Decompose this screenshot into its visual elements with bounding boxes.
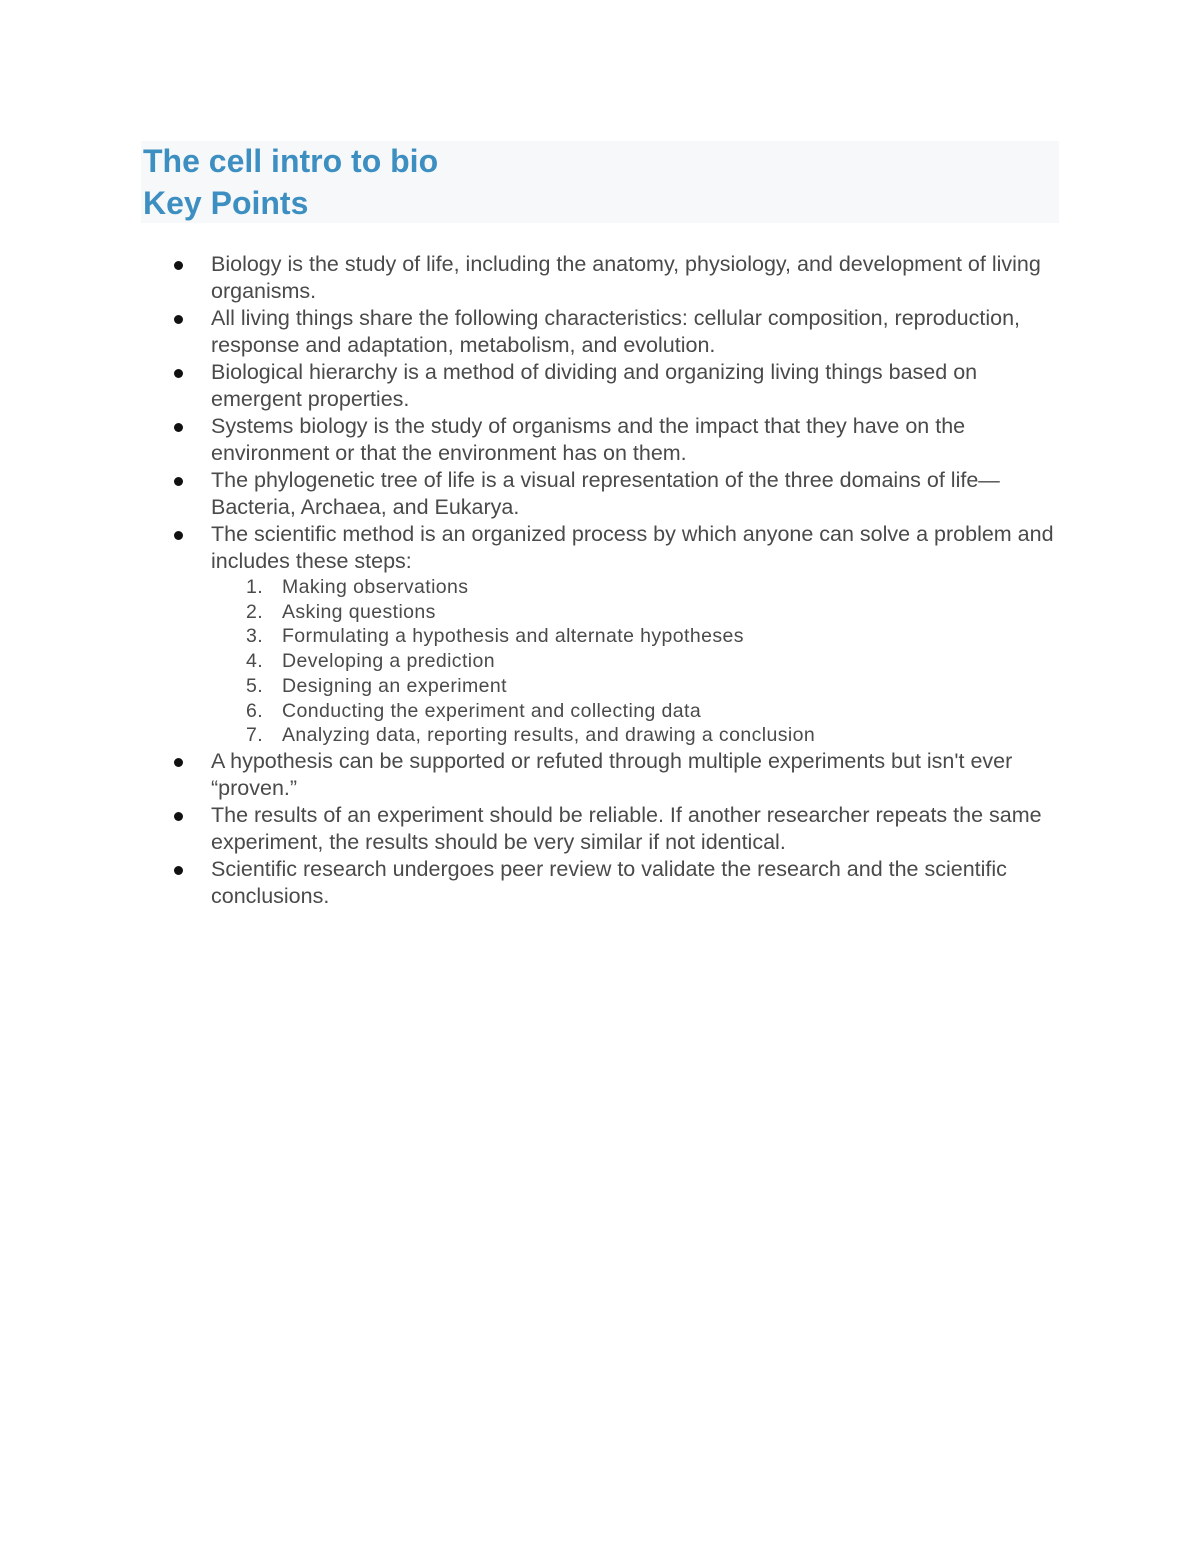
scientific-method-steps: [211, 575, 1071, 748]
list-item: [211, 521, 1071, 748]
bullet-icon: [174, 531, 183, 540]
bullet-icon: [174, 315, 183, 324]
step-number: 1.: [246, 576, 264, 598]
list-item-text: Scientific research undergoes peer review to validate the research and the scientific conclusions.: [211, 856, 1007, 908]
list-item-text: The results of an experiment should be reliable. If another researcher repeats the same experiment, the results should be very similar if not identical.: [211, 802, 1042, 854]
bullet-icon: [174, 423, 183, 432]
bullet-icon: [174, 866, 183, 875]
list-item-text: Systems biology is the study of organisms and the impact that they have on the environment or that the environment has on them.: [211, 414, 966, 465]
list-item: [211, 251, 1071, 305]
bullet-icon: [174, 369, 183, 378]
step-number: 6.: [246, 699, 264, 722]
key-points-list: [211, 251, 1071, 910]
list-item: [211, 413, 1071, 467]
list-item-text: Biological hierarchy is a method of dividing and organizing living things based on emergent properties.: [211, 360, 978, 411]
list-item: [211, 802, 1071, 856]
step-item: [211, 674, 1071, 699]
section-heading: Key Points: [143, 185, 309, 221]
step-item: [211, 575, 1071, 600]
step-item: [211, 600, 1071, 625]
step-text: Designing an experiment: [282, 674, 507, 697]
step-text: Making observations: [282, 576, 469, 598]
step-item: [211, 699, 1071, 724]
step-text: Analyzing data, reporting results, and drawing a conclusion: [282, 724, 816, 747]
step-text: Conducting the experiment and collecting data: [282, 699, 702, 722]
list-item-text: All living things share the following characteristics: cellular composition, reproduction, response and adaptation, metabolism, and evolution.: [211, 306, 1021, 357]
bullet-icon: [174, 758, 183, 767]
bullet-icon: [174, 261, 183, 270]
title-block: [141, 141, 1059, 223]
list-item: [211, 467, 1071, 521]
list-item: [211, 305, 1071, 359]
bullet-icon: [174, 812, 183, 821]
step-item: [211, 649, 1071, 674]
list-item: [211, 359, 1071, 413]
list-item: [211, 856, 1071, 910]
step-number: 2.: [246, 600, 264, 623]
step-item: [211, 723, 1071, 748]
list-item-text: The scientific method is an organized process by which anyone can solve a problem and includes these steps:: [211, 522, 1054, 573]
step-text: Developing a prediction: [282, 650, 495, 673]
step-item: [211, 624, 1071, 649]
step-number: 7.: [246, 724, 264, 747]
list-item-text: The phylogenetic tree of life is a visual representation of the three domains of life—Bacteria, Archaea, and Eukarya.: [211, 468, 1000, 519]
step-number: 3.: [246, 625, 264, 648]
document-title: The cell intro to bio: [143, 143, 439, 179]
bullet-icon: [174, 477, 183, 486]
step-text: Formulating a hypothesis and alternate hypotheses: [282, 625, 744, 648]
step-number: 4.: [246, 650, 264, 673]
step-number: 5.: [246, 674, 264, 697]
list-item-text: Biology is the study of life, including the anatomy, physiology, and development of living organisms.: [211, 252, 1041, 303]
list-item-text: A hypothesis can be supported or refuted through multiple experiments but isn't ever “proven.”: [211, 748, 1013, 800]
step-text: Asking questions: [282, 600, 436, 623]
list-item: [211, 748, 1071, 802]
